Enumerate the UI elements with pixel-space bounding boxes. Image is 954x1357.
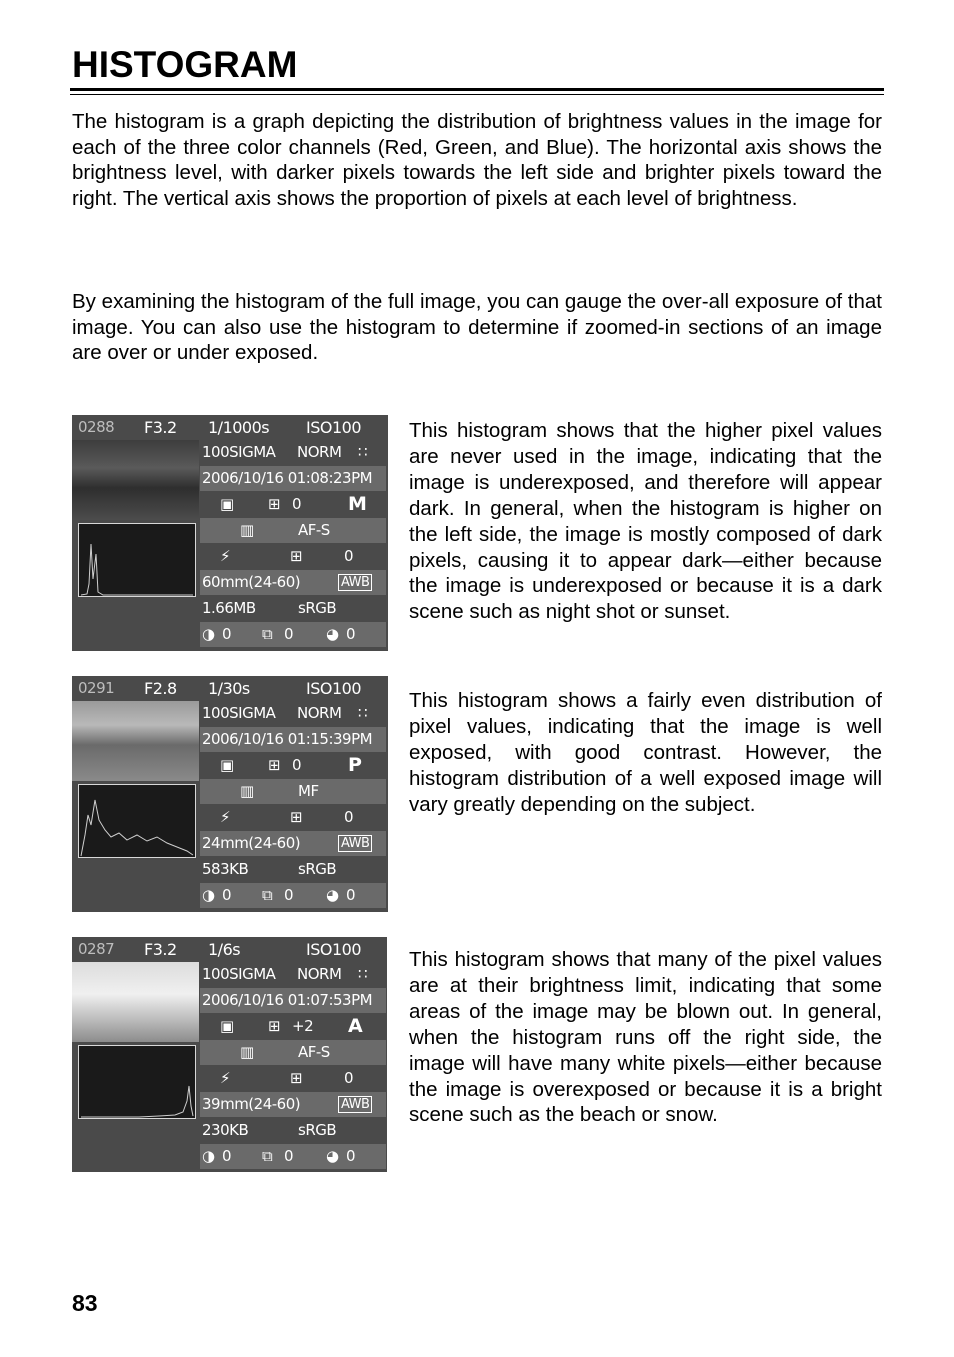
flash-comp-value: 0 xyxy=(344,1069,354,1087)
flash-comp-icon: ⊞ xyxy=(290,1069,303,1087)
grid-icon: ∷ xyxy=(358,704,368,722)
camera-info-screen-1 xyxy=(72,415,388,651)
folder-row xyxy=(200,701,386,726)
folder-name: 100SIGMA xyxy=(202,965,276,983)
flash-icon: ⚡ xyxy=(220,547,231,565)
exposure-comp-icon: ⊞ xyxy=(268,756,281,774)
contrast-value: 0 xyxy=(222,886,232,904)
exposure-row xyxy=(200,753,386,778)
contrast-value: 0 xyxy=(222,625,232,643)
example-3-description: This histogram shows that many of the pixel values are at their brightness limit, indicating that some areas of the image may be blown out. In general, when the histogram runs off the right side, the image will have many white pixels—either because the image is overexposed or because it is a bright scene such as the beach or snow. xyxy=(409,948,882,1127)
example-1-description: This histogram shows that the higher pixel values are never used in the image, indicating that the image is underexposed, and therefore will appear dark. In general, when the histogram is higher on the left side, the image is mostly composed of dark pixels, causing it to appear dark—either because the image is underexposed or because it is a dark scene such as night shot or sunset. xyxy=(409,419,882,624)
sharpness-value: 0 xyxy=(284,625,294,643)
exposure-paragraph: By examining the histogram of the full image, you can gauge the over-all exposure of that image. You can also use the histogram to determine if zoomed-in sections of an image are over or under exposed. xyxy=(72,290,882,365)
flash-comp-icon: ⊞ xyxy=(290,808,303,826)
histogram-graph xyxy=(78,1045,196,1119)
histogram-graph xyxy=(78,784,196,858)
sharpness-icon: ⧉ xyxy=(262,625,273,643)
file-row xyxy=(200,857,386,882)
focus-mode: AF-S xyxy=(298,1043,330,1061)
file-row xyxy=(200,596,386,621)
exposure-mode: P xyxy=(348,754,362,776)
title-rule-thin xyxy=(70,94,884,95)
focal-length: 60mm(24-60) xyxy=(202,573,301,591)
flash-comp-icon: ⊞ xyxy=(290,547,303,565)
sharpness-value: 0 xyxy=(284,886,294,904)
datetime-row xyxy=(200,466,386,491)
contrast-icon: ◑ xyxy=(202,625,215,643)
datetime-row xyxy=(200,988,386,1013)
image-preview xyxy=(72,701,199,781)
flash-row xyxy=(200,544,386,569)
page-number: 83 xyxy=(72,1290,98,1316)
lens-row xyxy=(200,1092,386,1117)
focal-length: 24mm(24-60) xyxy=(202,834,301,852)
file-size: 230KB xyxy=(202,1121,249,1139)
frame-number: 0288 xyxy=(78,418,115,436)
capture-datetime: 2006/10/16 01:15:39PM xyxy=(202,730,373,748)
focus-mode: MF xyxy=(298,782,319,800)
exposure-comp-icon: ⊞ xyxy=(268,495,281,513)
file-row xyxy=(200,1118,386,1143)
focal-length: 39mm(24-60) xyxy=(202,1095,301,1113)
shooting-info-bar xyxy=(72,676,388,701)
exposure-comp-icon: ⊞ xyxy=(268,1017,281,1035)
flash-comp-value: 0 xyxy=(344,547,354,565)
sharpness-icon: ⧉ xyxy=(262,886,273,904)
exposure-row xyxy=(200,1014,386,1039)
iso-value: ISO100 xyxy=(306,940,362,959)
shooting-info-bar xyxy=(72,415,388,440)
flash-row xyxy=(200,1066,386,1091)
color-space: sRGB xyxy=(298,1121,337,1139)
file-size: 1.66MB xyxy=(202,599,256,617)
image-settings-row xyxy=(200,622,386,647)
shooting-info-bar xyxy=(72,937,387,962)
iso-value: ISO100 xyxy=(306,418,362,437)
af-area-icon: ▥ xyxy=(240,521,254,539)
capture-datetime: 2006/10/16 01:08:23PM xyxy=(202,469,373,487)
info-panel xyxy=(200,701,388,912)
aperture-value: F2.8 xyxy=(144,679,177,698)
datetime-row xyxy=(200,727,386,752)
exposure-comp-value: 0 xyxy=(292,756,302,774)
flash-icon: ⚡ xyxy=(220,1069,231,1087)
flash-comp-value: 0 xyxy=(344,808,354,826)
saturation-icon: ◕ xyxy=(326,625,339,643)
image-settings-row xyxy=(200,883,386,908)
folder-name: 100SIGMA xyxy=(202,443,276,461)
image-preview xyxy=(72,962,199,1042)
capture-datetime: 2006/10/16 01:07:53PM xyxy=(202,991,373,1009)
grid-icon: ∷ xyxy=(358,443,368,461)
saturation-icon: ◕ xyxy=(326,1147,339,1165)
saturation-value: 0 xyxy=(346,1147,356,1165)
histogram-graph xyxy=(78,523,196,597)
sharpness-icon: ⧉ xyxy=(262,1147,273,1165)
metering-icon: ▣ xyxy=(220,495,234,513)
lens-row xyxy=(200,570,386,595)
info-panel xyxy=(200,962,387,1172)
shutter-speed: 1/6s xyxy=(208,940,241,959)
example-2-description: This histogram shows a fairly even distribution of pixel values, indicating that the image is well exposed, with good contrast. However, the histogram distribution of a well exposed image will vary greatly depending on the subject. xyxy=(409,689,882,816)
flash-row xyxy=(200,805,386,830)
exposure-row xyxy=(200,492,386,517)
focus-row xyxy=(200,1040,386,1065)
af-area-icon: ▥ xyxy=(240,782,254,800)
contrast-icon: ◑ xyxy=(202,886,215,904)
camera-info-screen-3 xyxy=(72,937,387,1172)
frame-number: 0287 xyxy=(78,940,115,958)
aperture-value: F3.2 xyxy=(144,940,177,959)
exposure-mode: A xyxy=(348,1015,363,1037)
exposure-comp-value: +2 xyxy=(292,1017,314,1035)
contrast-icon: ◑ xyxy=(202,1147,215,1165)
image-preview xyxy=(72,440,199,520)
shutter-speed: 1/30s xyxy=(208,679,250,698)
focus-row xyxy=(200,779,386,804)
saturation-value: 0 xyxy=(346,886,356,904)
af-area-icon: ▥ xyxy=(240,1043,254,1061)
flash-icon: ⚡ xyxy=(220,808,231,826)
quality-setting: NORM xyxy=(297,704,342,722)
iso-value: ISO100 xyxy=(306,679,362,698)
color-space: sRGB xyxy=(298,599,337,617)
white-balance: AWB xyxy=(338,835,372,852)
folder-row xyxy=(200,440,386,465)
camera-info-screen-2 xyxy=(72,676,388,912)
shutter-speed: 1/1000s xyxy=(208,418,270,437)
lens-row xyxy=(200,831,386,856)
saturation-icon: ◕ xyxy=(326,886,339,904)
folder-name: 100SIGMA xyxy=(202,704,276,722)
white-balance: AWB xyxy=(338,574,372,591)
frame-number: 0291 xyxy=(78,679,115,697)
contrast-value: 0 xyxy=(222,1147,232,1165)
info-panel xyxy=(200,440,388,651)
quality-setting: NORM xyxy=(297,965,342,983)
intro-paragraph: The histogram is a graph depicting the distribution of brightness values in the image for each of the three color channels (Red, Green, and Blue). The horizontal axis shows the brightness level, with darker pixels towards the left side and brighter pixels toward the right. The vertical axis shows the proportion of pixels at each level of brightness. xyxy=(72,110,882,210)
focus-row xyxy=(200,518,386,543)
grid-icon: ∷ xyxy=(358,965,368,983)
quality-setting: NORM xyxy=(297,443,342,461)
exposure-mode: M xyxy=(348,493,367,515)
exposure-comp-value: 0 xyxy=(292,495,302,513)
aperture-value: F3.2 xyxy=(144,418,177,437)
sharpness-value: 0 xyxy=(284,1147,294,1165)
metering-icon: ▣ xyxy=(220,756,234,774)
folder-row xyxy=(200,962,386,987)
page-title: HISTOGRAM xyxy=(72,44,298,85)
image-settings-row xyxy=(200,1144,386,1169)
white-balance: AWB xyxy=(338,1096,372,1113)
color-space: sRGB xyxy=(298,860,337,878)
title-rule-thick xyxy=(70,88,884,91)
metering-icon: ▣ xyxy=(220,1017,234,1035)
file-size: 583KB xyxy=(202,860,249,878)
focus-mode: AF-S xyxy=(298,521,330,539)
saturation-value: 0 xyxy=(346,625,356,643)
